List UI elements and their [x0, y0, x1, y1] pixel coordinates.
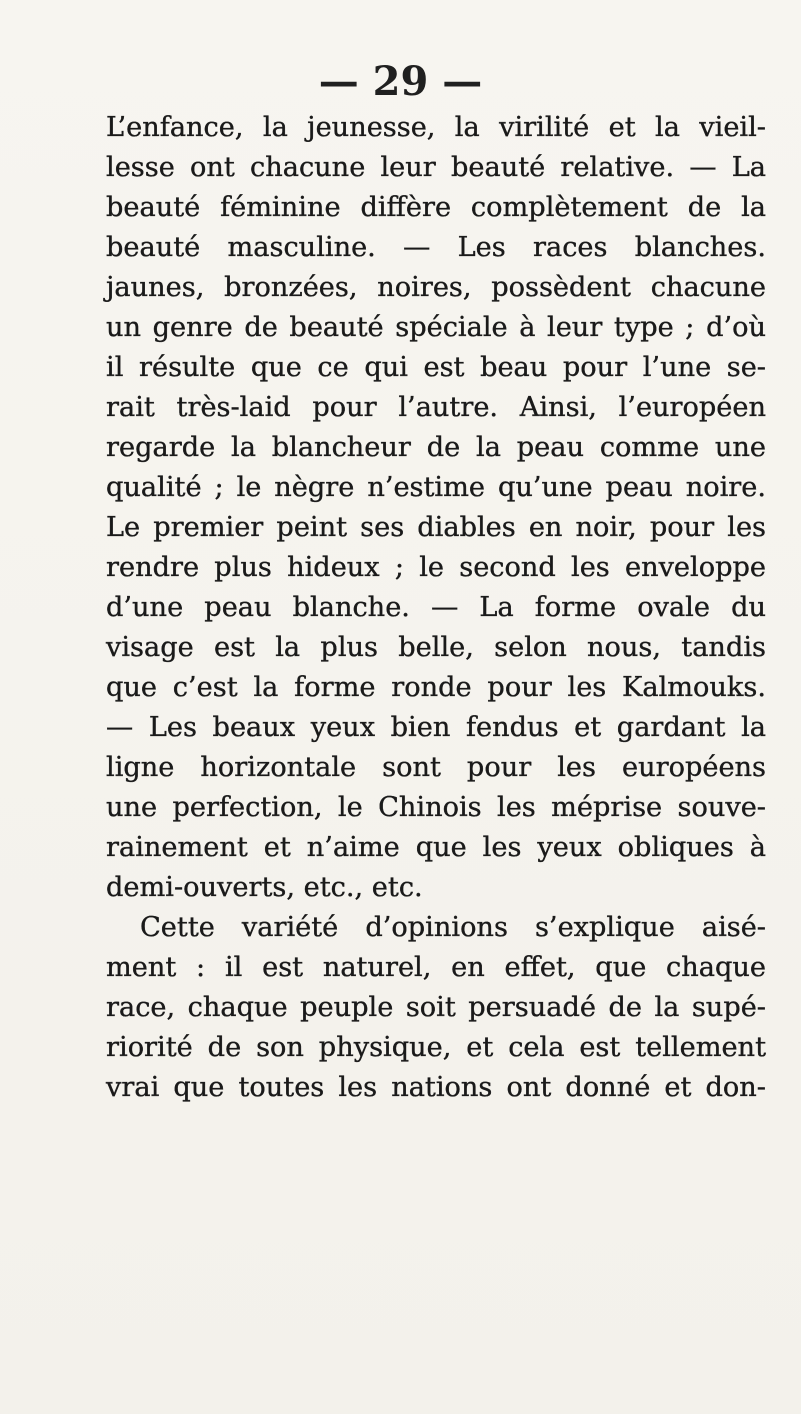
text-line-5: jaunes, bronzées, noires, possèdent chacune	[106, 272, 766, 303]
text-line-8: rait très-laid pour l’autre. Ainsi, l’européen	[106, 392, 766, 423]
text-line-23: race, chaque peuple soit persuadé de la supé-	[106, 992, 766, 1023]
text-line-24: riorité de son physique, et cela est tellement	[106, 1032, 766, 1063]
text-line-10: qualité ; le nègre n’estime qu’une peau noire.	[106, 472, 766, 503]
text-line-4: beauté masculine. — Les races blanches.	[106, 232, 766, 263]
text-line-7: il résulte que ce qui est beau pour l’une se-	[106, 352, 766, 383]
text-line-11: Le premier peint ses diables en noir, pour les	[106, 512, 766, 543]
text-line-9: regarde la blancheur de la peau comme une	[106, 432, 766, 463]
text-line-19: rainement et n’aime que les yeux obliques à	[106, 832, 766, 863]
page-number: — 29 —	[318, 58, 483, 105]
text-line-25: vrai que toutes les nations ont donné et don-	[106, 1072, 766, 1103]
text-line-21: Cette variété d’opinions s’explique aisé-	[140, 912, 766, 943]
text-line-16: — Les beaux yeux bien fendus et gardant la	[106, 712, 766, 743]
text-line-12: rendre plus hideux ; le second les enveloppe	[106, 552, 766, 583]
text-line-14: visage est la plus belle, selon nous, tandis	[106, 632, 766, 663]
text-line-20: demi-ouverts, etc., etc.	[106, 872, 423, 903]
text-line-15: que c’est la forme ronde pour les Kalmouks.	[106, 672, 766, 703]
text-line-13: d’une peau blanche. — La forme ovale du	[106, 592, 766, 623]
text-line-17: ligne horizontale sont pour les européens	[106, 752, 766, 783]
text-line-6: un genre de beauté spéciale à leur type ; d’où	[106, 312, 766, 343]
text-line-3: beauté féminine diffère complètement de la	[106, 192, 766, 223]
text-line-1: L’enfance, la jeunesse, la virilité et la vieil-	[106, 112, 766, 143]
text-line-2: lesse ont chacune leur beauté relative. — La	[106, 152, 766, 183]
text-line-18: une perfection, le Chinois les méprise souve-	[106, 792, 766, 823]
text-line-22: ment : il est naturel, en effet, que chaque	[106, 952, 766, 983]
